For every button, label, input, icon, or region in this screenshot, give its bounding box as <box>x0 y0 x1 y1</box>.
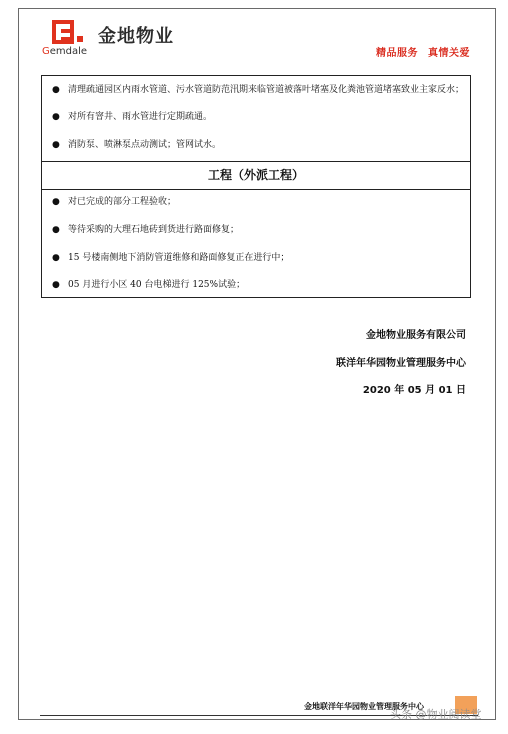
bullet-icon: ● <box>52 280 60 290</box>
bullet-icon: ● <box>52 253 60 263</box>
logo-chinese-name: 金地物业 <box>98 26 174 47</box>
slogan-part-1: 精品服务 <box>376 48 418 59</box>
list-item-text: 对已完成的部分工程验收； <box>68 197 177 207</box>
section-title: 工程（外派工程） <box>42 161 470 190</box>
signature-center: 联洋年华园物业管理服务中心 <box>336 358 466 369</box>
slogan-part-2: 真情关爱 <box>428 48 470 59</box>
bullet-icon: ● <box>52 225 60 235</box>
list-item-text: 清理疏通园区内雨水管道、污水管道防范汛期来临管道被落叶堵塞及化粪池管道堵塞致业主家反水； <box>68 85 465 95</box>
page-header <box>40 20 470 70</box>
footer-text: 金地联洋年华园物业管理服务中心 <box>304 702 424 711</box>
bullet-icon: ● <box>52 85 60 95</box>
signature-date: 2020 年 05 月 01 日 <box>362 385 466 396</box>
slogan <box>376 44 470 59</box>
list-item-text: 消防泵、喷淋泵点动测试；管网试水。 <box>68 140 222 150</box>
list-item-text: 15 号楼南侧地下消防管道维修和路面修复正在进行中； <box>68 253 290 263</box>
logo-english-name <box>42 46 87 57</box>
bullet-icon: ● <box>52 197 60 207</box>
bullet-icon: ● <box>52 140 60 150</box>
logo-en-rest: emdale <box>49 46 88 57</box>
list-item-text: 05 月进行小区 40 台电梯进行 125%试验； <box>68 280 246 290</box>
watermark: 头条 @物业阅读堂 <box>390 708 482 721</box>
bullet-icon: ● <box>52 112 60 122</box>
gemdale-logo-icon <box>52 20 74 44</box>
report-table <box>41 75 471 298</box>
signature-company: 金地物业服务有限公司 <box>366 330 466 341</box>
list-item-text: 等待采购的大理石地砖到货进行路面修复； <box>68 225 240 235</box>
logo-dot <box>77 36 83 42</box>
list-item-text: 对所有窨井、雨水管进行定期疏通。 <box>68 112 213 122</box>
logo-en-initial: G <box>42 46 50 57</box>
